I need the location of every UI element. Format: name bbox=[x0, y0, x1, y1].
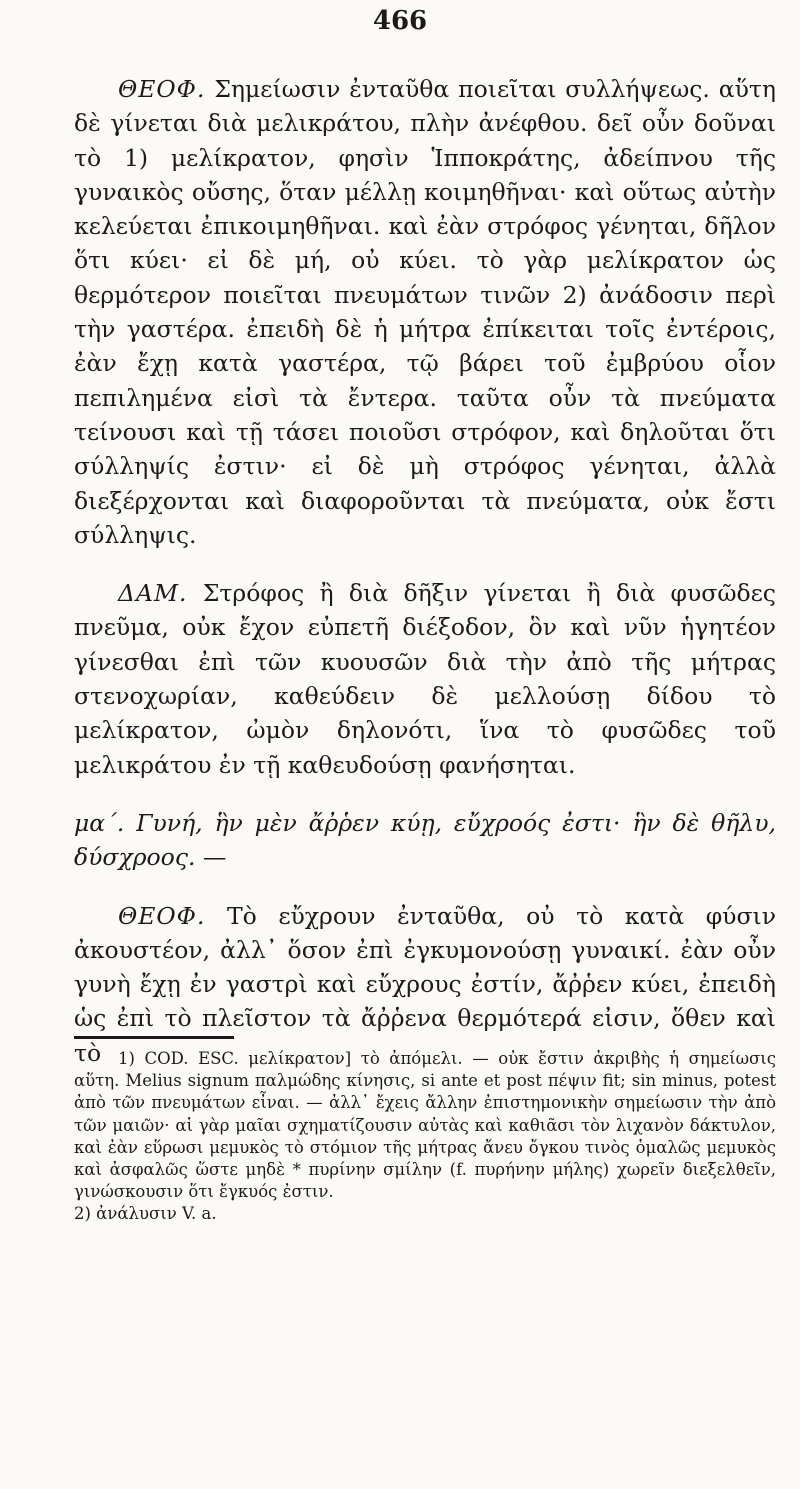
paragraph-text: Σημείωσιν ἐνταῦθα ποιεῖται συλλήψεως. αὕτη δὲ γίνεται διὰ μελικράτου, πλὴν ἀνέφθου. δεῖ οὖν δοῦναι τὸ 1) μελίκρατον, φησὶν Ἱπποκράτης, ἀδείπνου τῆς γυναικὸς οὔσης, ὅταν μέλλῃ κοιμηθῆναι· καὶ οὕτως αὐτὴν κελεύεται ἐπικοιμηθῆναι. καὶ ἐὰν στρόφος γένηται, δῆλον ὅτι κύει· εἰ δὲ μή, οὐ κύει. τὸ γὰρ μελίκρατον ὡς θερμότερον ποιεῖται πνευμάτων τινῶν 2) ἀνάδοσιν περὶ τὴν γαστέρα. ἐπειδὴ δὲ ἡ μήτρα ἐπίκειται τοῖς ἐντέροις, ἐὰν ἔχῃ κατὰ γαστέρα, τῷ βάρει τοῦ ἐμβρύου οἷον πεπιλημένα εἰσὶ τὰ ἔντερα. ταῦτα οὖν τὰ πνεύματα τείνουσι καὶ τῇ τάσει ποιοῦσι στρόφον, καὶ δηλοῦται ὅτι σύλληψίς ἐστιν· εἰ δὲ μὴ στρόφος γένηται, ἀλλὰ διεξέρχονται καὶ διαφοροῦνται τὰ πνεύματα, οὐκ ἔστι σύλληψις. bbox=[74, 75, 776, 549]
aphorism-text: Γυνή, ἣν μὲν ἄῤῥεν κύῃ, εὔχροός ἐστι· ἣν δὲ θῆλυ, δύσχροος. — bbox=[74, 808, 776, 872]
speaker-label: ΘΕΟΦ. bbox=[118, 901, 206, 930]
paragraph bbox=[74, 72, 776, 552]
speaker-label: ΘΕΟΦ. bbox=[118, 75, 206, 103]
speaker-label: ΔΑΜ. bbox=[118, 579, 188, 608]
paragraph-text: Τὸ εὔχρουν ἐνταῦθα, οὐ τὸ κατὰ φύσιν ἀκουστέον, ἀλλ᾽ ὅσον ἐπὶ ἐγκυμονούσῃ γυναικί. ἐὰν οὖν γυνὴ ἔχῃ ἐν γαστρὶ καὶ εὔχρους ἐστίν, ἄῤῥεν κύει, ἐπειδὴ ὡς ἐπὶ τὸ πλεῖστον τὰ ἄῤῥενα θερμότερά εἰσιν, ὅθεν καὶ τὸ bbox=[74, 901, 776, 1067]
footnote: 1) COD. ESC. μελίκρατον] τὸ ἀπόμελι. — οὐκ ἔστιν ἀκριβὴς ἡ σημείωσις αὕτη. Melius signum παλμώδης κίνησις, si ante et post πέψιν fit; sin minus, potest ἀπὸ τῶν πνευμάτων εἶναι. — ἀλλ᾽ ἔχεις ἄλλην ἐπιστημονικὴν σημείωσιν τὴν ἀπὸ τῶν μαιῶν· αἱ γὰρ μαῖαι σχηματίζουσιν αὐτὰς καὶ καθιᾶσι τὸν λιχανὸν δάκτυλον, καὶ ἐὰν εὕρωσι μεμυκὸς τὸ στόμιον τῆς μήτρας ἄνευ ὄγκου τινὸς ὁμαλῶς μεμυκὸς καὶ ἀσφαλῶς ὥστε μηδὲ * πυρίνην σμίλην (f. πυρήνην μήλης) χωρεῖν διεξελθεῖν, γινώσκουσιν ὅτι ἔγκυός ἐστιν. bbox=[74, 1049, 776, 1202]
main-text bbox=[74, 72, 776, 1070]
paragraph-text: Στρόφος ἢ διὰ δῆξιν γίνεται ἢ διὰ φυσῶδες πνεῦμα, οὐκ ἔχον εὐπετῆ διέξοδον, ὃν καὶ νῦν ἡγητέον γίνεσθαι ἐπὶ τῶν κυουσῶν διὰ τὴν ἀπὸ τῆς μήτρας στενοχωρίαν, καθεύδειν δὲ μελλούσῃ δίδου τὸ μελίκρατον, ὠμὸν δηλονότι, ἵνα τὸ φυσῶδες τοῦ μελικράτου ἐν τῇ καθευδούσῃ φανήσηται. bbox=[74, 579, 776, 779]
aphorism-number: μα΄. bbox=[74, 808, 125, 837]
paragraph bbox=[74, 576, 776, 782]
footnote: 2) ἀνάλυσιν V. a. bbox=[74, 1204, 217, 1224]
page-number: 466 bbox=[372, 6, 428, 36]
footnote-divider bbox=[74, 1036, 234, 1039]
footnotes bbox=[74, 1048, 776, 1226]
aphorism bbox=[74, 806, 776, 875]
paragraph bbox=[74, 899, 776, 1070]
